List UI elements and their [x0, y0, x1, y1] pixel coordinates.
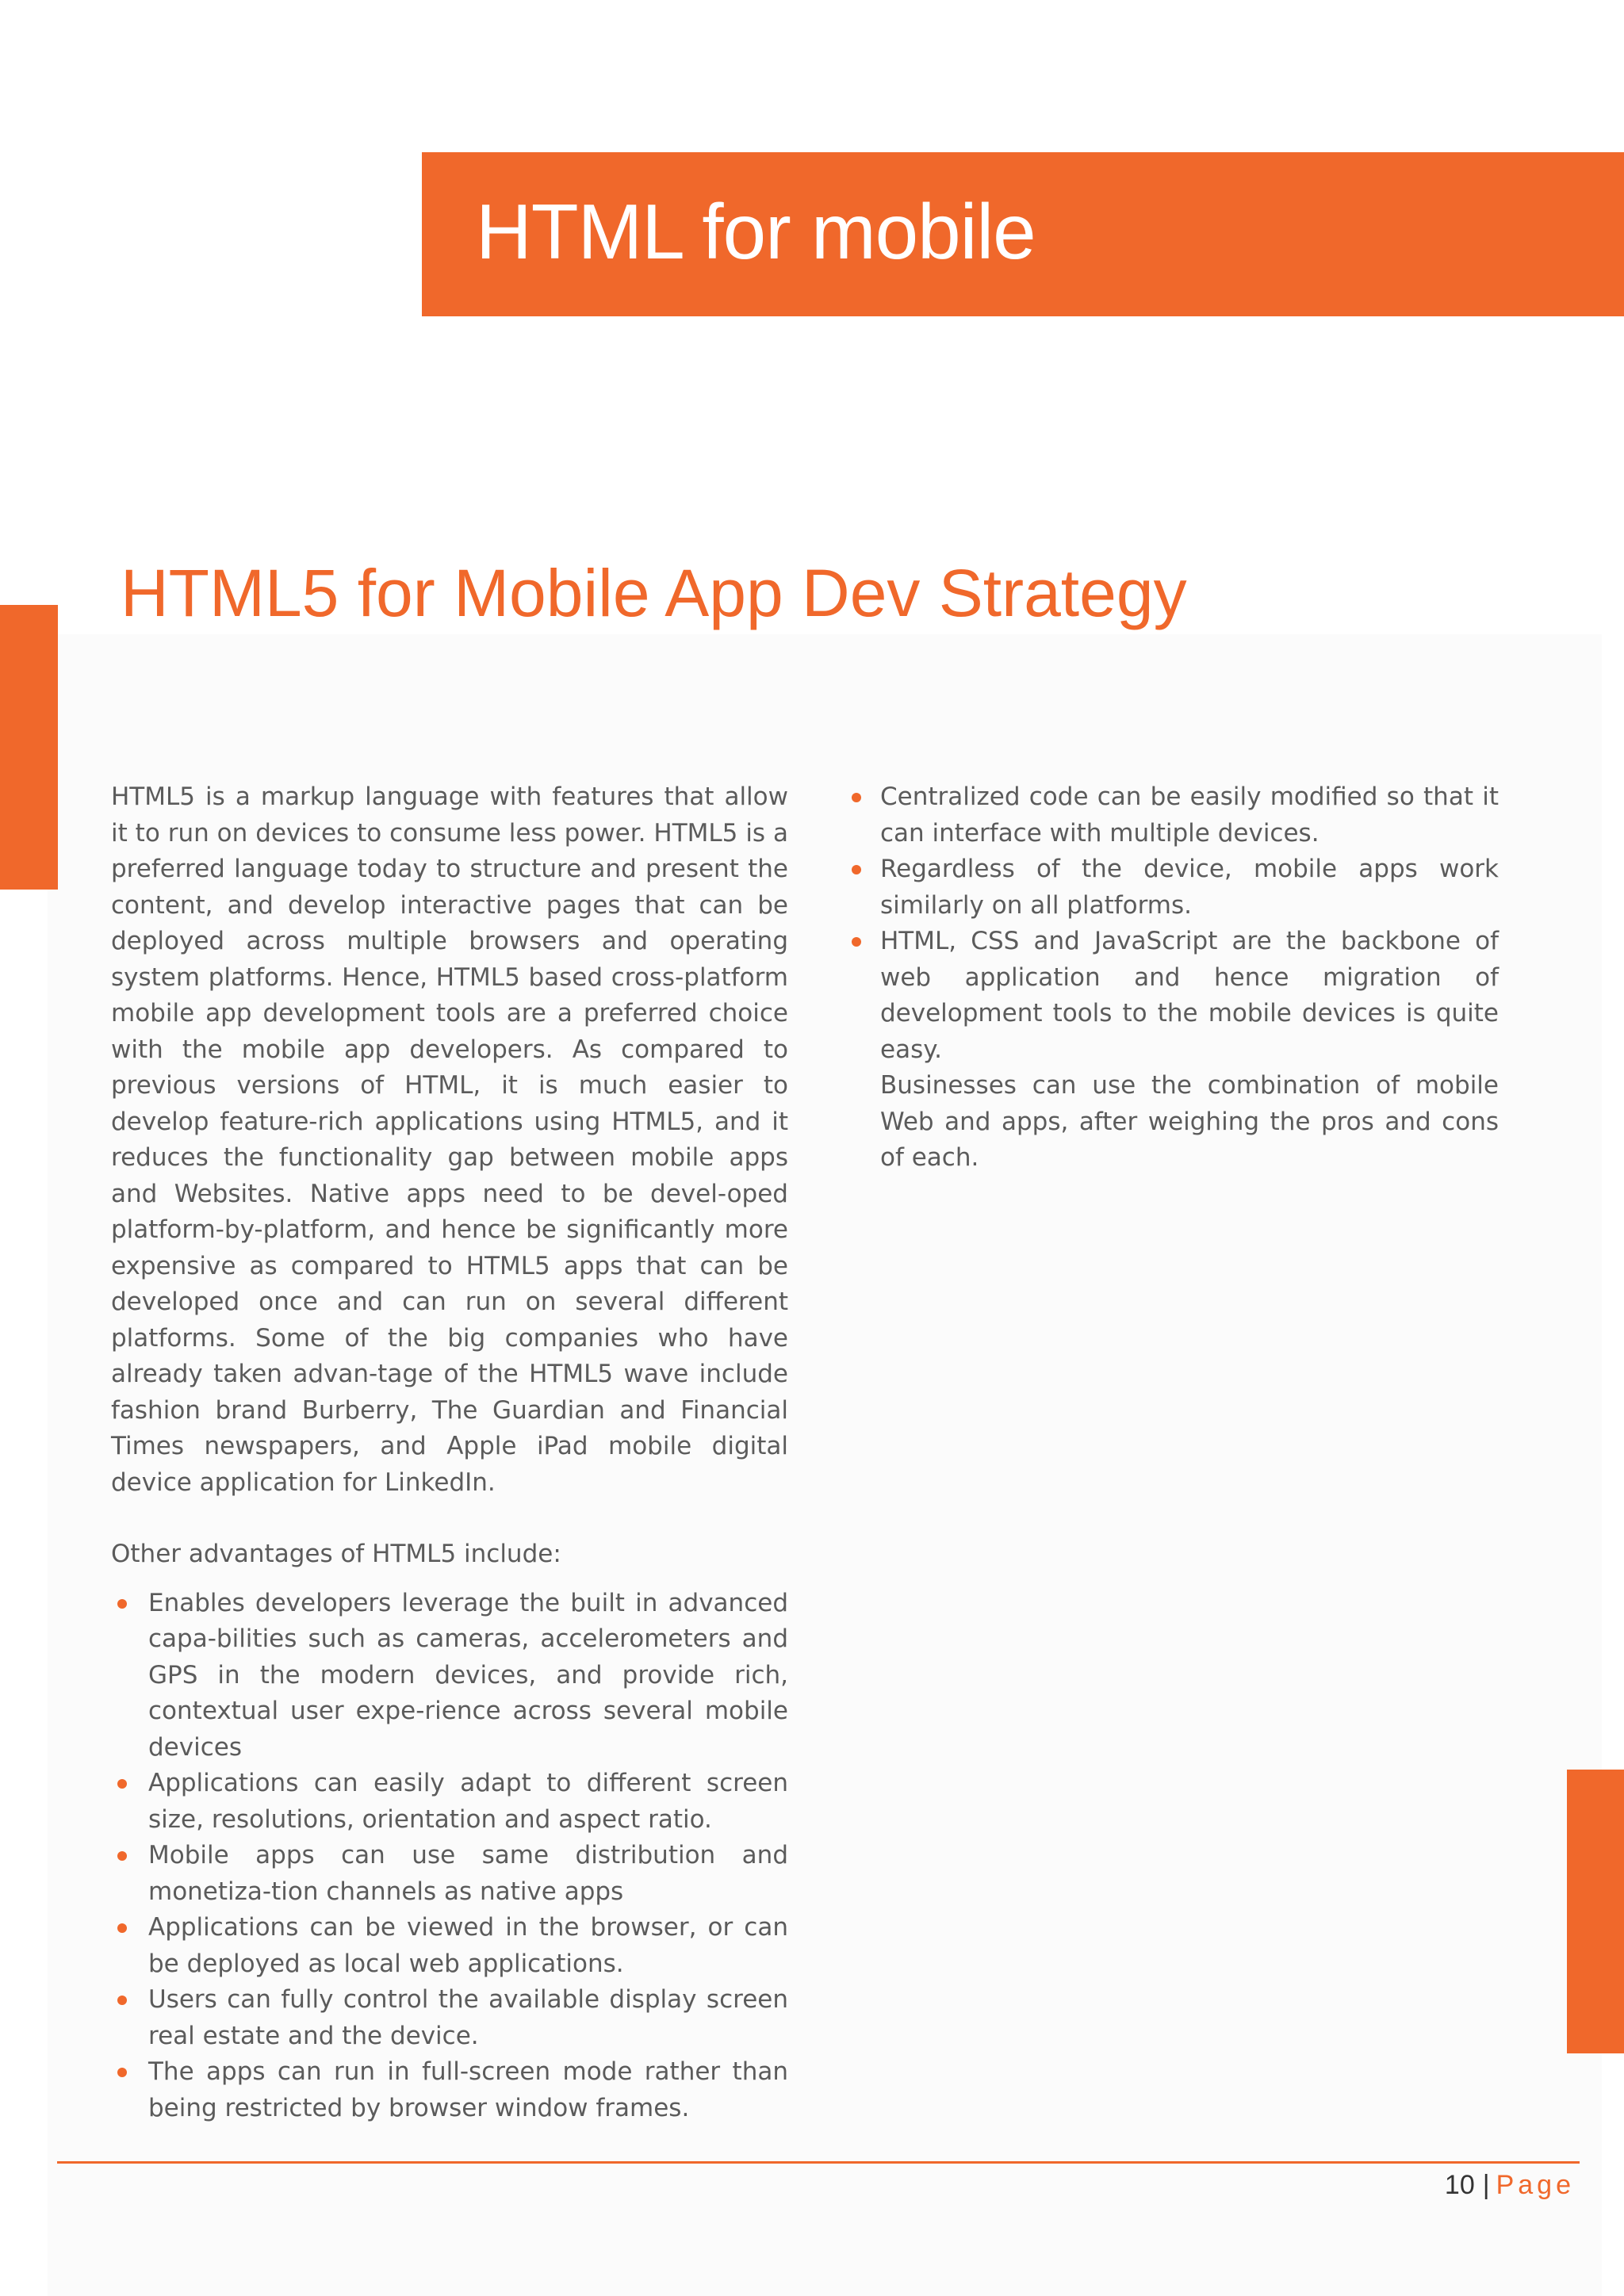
bullet-dot-icon — [117, 1923, 127, 1933]
intro-paragraph: HTML5 is a markup language with features that allow it to run on devices to consume less power. HTML5 is a preferred language today to structure and present the content, and develop interactive pages that can be deployed across multiple browsers and operating system platforms. Hence, HTML5 based cross-platform mobile app development tools are a preferred choice with the mobile app developers. As compared to previous versions of HTML, it is much easier to develop feature-rich applications using HTML5, and it reduces the functionality gap between mobile apps and Websites. Native apps need to be devel-oped platform-by-platform, and hence be significantly more expensive as compared to HTML5 apps that can be developed once and can run on several different platforms. Some of the big companies who have already taken advan-tage of the HTML5 wave include fashion brand Burberry, The Guardian and Financial Times newspapers, and Apple iPad mobile digital device application for LinkedIn. — [111, 783, 788, 1497]
bullet-dot-icon — [117, 1996, 127, 2005]
advantages-intro: Other advantages of HTML5 include: — [111, 1540, 561, 1568]
list-item — [848, 851, 1499, 924]
right-accent-bar — [1567, 1770, 1624, 2053]
bullet-dot-icon — [117, 1779, 127, 1789]
list-item — [111, 1766, 788, 1838]
list-item-text: Regardless of the device, mobile apps work similarly on all platforms. — [880, 855, 1499, 920]
list-item-text: Applications can be viewed in the browser, or can be deployed as local web applications. — [148, 1913, 788, 1978]
section-title: HTML5 for Mobile App Dev Strategy — [121, 556, 1187, 630]
list-item — [111, 2054, 788, 2126]
bullet-dot-icon — [117, 2068, 127, 2077]
list-item-text: The apps can run in full-screen mode rather than being restricted by browser window frames. — [148, 2057, 788, 2122]
list-item-text: Centralized code can be easily modified so that it can interface with multiple devices. — [880, 783, 1499, 848]
list-item — [111, 1910, 788, 1982]
closing-paragraph: Businesses can use the combination of mobile Web and apps, after weighing the pros and cons of each. — [880, 1071, 1499, 1172]
list-item — [111, 1982, 788, 2054]
bullet-dot-icon — [852, 937, 861, 947]
list-item-text: Enables developers leverage the built in advanced capa-bilities such as cameras, accelerometers and GPS in the modern devices, and provide rich, contextual user expe-rience across several mobile devices — [148, 1588, 788, 1762]
list-item — [848, 779, 1499, 851]
list-item-text: Users can fully control the available display screen real estate and the device. — [148, 1985, 788, 2050]
list-item — [111, 1586, 788, 1766]
header-title: HTML for mobile — [476, 188, 1036, 275]
page-label: Page — [1496, 2170, 1575, 2200]
advantages-list — [111, 1586, 788, 2127]
left-column — [111, 779, 788, 2126]
bullet-dot-icon — [117, 1851, 127, 1861]
list-item-text: HTML, CSS and JavaScript are the backbone of web application and hence migration of development tools to the mobile devices is quite easy. — [880, 927, 1499, 1064]
bullet-dot-icon — [852, 865, 861, 874]
page-footer — [1445, 2166, 1575, 2204]
header-banner — [422, 152, 1624, 316]
bullet-dot-icon — [117, 1599, 127, 1609]
list-item — [111, 1838, 788, 1910]
page-number: 10 — [1444, 2170, 1475, 2200]
left-accent-bar — [0, 605, 58, 890]
list-item-text: Mobile apps can use same distribution and monetiza-tion channels as native apps — [148, 1841, 788, 1906]
list-item-text: Applications can easily adapt to different screen size, resolutions, orientation and aspect ratio. — [148, 1769, 788, 1834]
list-item — [848, 924, 1499, 1068]
right-column — [848, 779, 1499, 1177]
footer-divider — [57, 2161, 1580, 2164]
page-separator: | — [1482, 2170, 1490, 2200]
bullet-dot-icon — [852, 793, 861, 802]
benefits-list — [848, 779, 1499, 1068]
